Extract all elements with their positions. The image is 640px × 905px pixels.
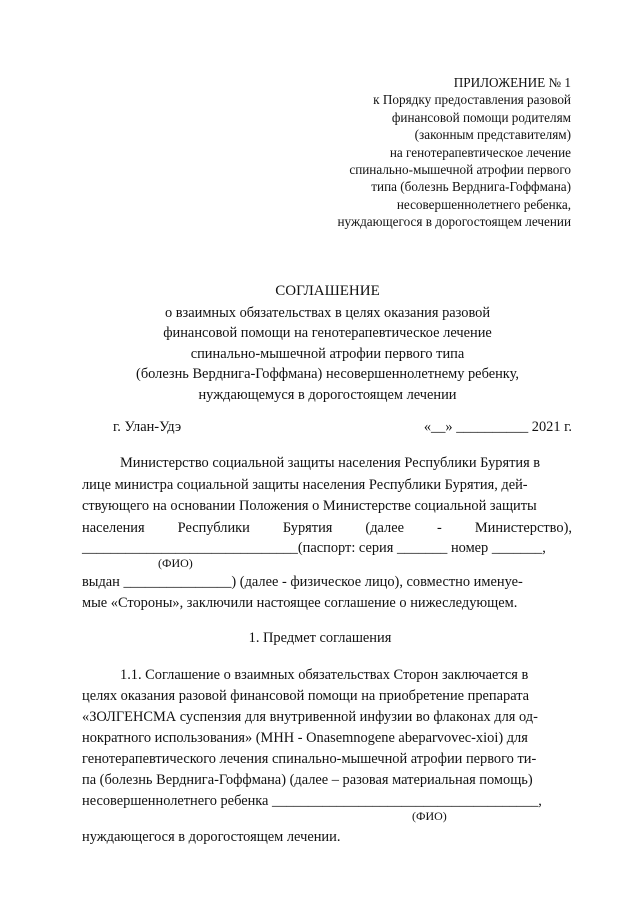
intro-line: лице министра социальной защиты населения Республики Бурятия, дей-	[82, 477, 528, 493]
intro-line: выдан _______________) (далее - физическое лицо), совместно именуе-	[82, 574, 523, 590]
appendix-line: типа (болезнь Верднига-Гоффмана)	[371, 179, 571, 195]
section-paragraph-line: па (болезнь Верднига-Гоффмана) (далее – разовая материальная помощь)	[82, 772, 533, 788]
appendix-line: на генотерапевтическое лечение	[389, 144, 571, 160]
section-heading: 1. Предмет соглашения	[248, 630, 392, 646]
appendix-line: финансовой помощи родителям	[391, 109, 571, 125]
intro-line: Министерство социальной защиты населения Республики Бурятия в	[120, 455, 541, 471]
intro-word: (далее	[365, 520, 405, 536]
intro-word: Бурятия	[282, 520, 333, 536]
city-label: г. Улан-Удэ	[113, 419, 182, 435]
section-paragraph-line: нуждающегося в дорогостоящем лечении.	[82, 829, 341, 845]
title-subline: о взаимных обязательствах в целях оказания разовой	[164, 304, 491, 321]
fio-caption: (ФИО)	[412, 809, 447, 823]
section-paragraph-line: генотерапевтического лечения спинально-мышечной атрофии первого ти-	[82, 751, 537, 767]
section-paragraph-line: целях оказания разовой финансовой помощи на приобретение препарата	[82, 688, 530, 704]
intro-word: Республики	[177, 520, 250, 536]
appendix-line: (законным представителям)	[414, 127, 571, 143]
title-subline: финансовой помощи на генотерапевтическое лечение	[163, 325, 492, 342]
section-paragraph-line: 1.1. Соглашение о взаимных обязательствах Сторон заключается в	[120, 667, 529, 683]
child-name-line: несовершеннолетнего ребенка _____________________________________,	[82, 793, 542, 809]
appendix-line: к Порядку предоставления разовой	[373, 92, 571, 108]
appendix-line: несовершеннолетнего ребенка,	[396, 196, 571, 212]
section-paragraph-line: нократного использования» (МНН - Onasemnogene abeparvovec-xioi) для	[82, 730, 528, 746]
fio-caption: (ФИО)	[158, 556, 193, 570]
intro-word: Министерство),	[474, 520, 572, 536]
title-subline: спинально-мышечной атрофии первого типа	[190, 345, 465, 362]
title-subline: нуждающемуся в дорогостоящем лечении	[198, 386, 457, 403]
passport-line: ______________________________(паспорт: серия _______ номер _______,	[82, 540, 546, 556]
title-subline: (болезнь Верднига-Гоффмана) несовершеннолетнему ребенку,	[136, 366, 519, 383]
intro-word: -	[437, 520, 442, 536]
intro-line: мые «Стороны», заключили настоящее соглашение о нижеследующем.	[82, 595, 518, 611]
appendix-line: спинально-мышечной атрофии первого	[349, 162, 571, 178]
intro-word: населения	[82, 520, 145, 536]
intro-justified-line	[82, 518, 572, 538]
document-title: СОГЛАШЕНИЕ	[275, 283, 380, 299]
appendix-header	[311, 74, 571, 231]
date-field: «__» __________ 2021 г.	[423, 419, 572, 435]
appendix-line: ПРИЛОЖЕНИЕ № 1	[453, 75, 571, 90]
agreement-title-block	[80, 281, 575, 406]
intro-line: ствующего на основании Положения о Министерстве социальной защиты	[82, 498, 537, 514]
section-paragraph-line: «ЗОЛГЕНСМА суспензия для внутривенной инфузии во флаконах для од-	[82, 709, 538, 725]
appendix-line: нуждающегося в дорогостоящем лечении	[337, 214, 571, 230]
